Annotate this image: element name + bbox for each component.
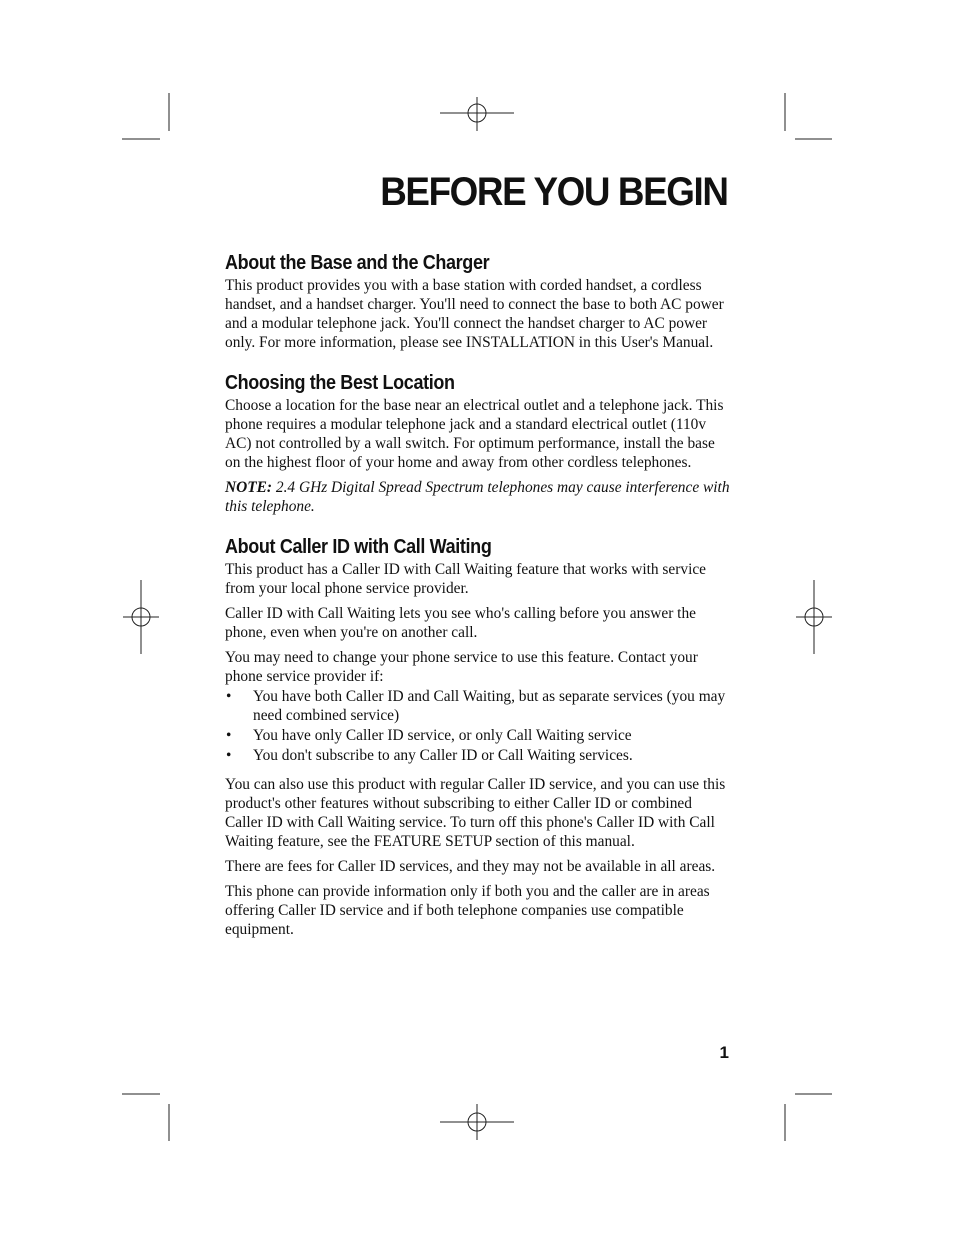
note-label: NOTE: <box>225 479 273 496</box>
section-heading: About the Base and the Charger <box>225 252 490 274</box>
registration-mark-left <box>123 580 159 654</box>
paragraph: You can also use this product with regular Caller ID service, and you can use this product's other features without subscribing to either Caller ID or combined Caller ID with Call Waiting service. To turn off this phone's Caller ID with Call Waiting feature, see the FEATURE SETUP section of this manual. <box>225 776 726 850</box>
paragraph: There are fees for Caller ID services, and they may not be available in all areas. <box>225 858 716 875</box>
paragraph: Caller ID with Call Waiting lets you see who's calling before you answer the phone, even when you're on another call. <box>225 605 696 641</box>
registration-mark-right <box>796 580 832 654</box>
section-best-location <box>225 370 731 516</box>
section-caller-id <box>225 534 731 939</box>
page-number: 1 <box>719 1043 729 1062</box>
bullet-list <box>225 687 731 765</box>
section-base-and-charger <box>225 250 731 352</box>
section-heading: About Caller ID with Call Waiting <box>225 536 492 558</box>
paragraph: This product provides you with a base station with corded handset, a cordless handset, and a handset charger. You'll need to connect the base to both AC power and a modular telephone jack. You'll connect the handset charger to AC power only. For more information, please see INSTALLATION in this User's Manual. <box>225 277 724 351</box>
paragraph: This phone can provide information only if both you and the caller are in areas offering Caller ID service and if both telephone companies use compatible equipment. <box>225 883 710 938</box>
paragraph: This product has a Caller ID with Call Waiting feature that works with service from your local phone service provider. <box>225 561 707 597</box>
paragraph: You may need to change your phone service to use this feature. Contact your phone service provider if: <box>225 649 698 685</box>
note <box>225 478 731 516</box>
list-item: • You have only Caller ID service, or only Call Waiting service <box>225 726 731 745</box>
registration-mark-bottom <box>440 1104 514 1140</box>
page-title: BEFORE YOU BEGIN <box>380 170 728 214</box>
paragraph: Choose a location for the base near an electrical outlet and a telephone jack. This phone requires a modular telephone jack and a standard electrical outlet (110v AC) not controlled by a wall switch. For optimum performance, install the base on the highest floor of your home and away from other cordless telephones. <box>225 397 724 471</box>
section-heading: Choosing the Best Location <box>225 372 455 394</box>
list-item: • You don't subscribe to any Caller ID or Call Waiting services. <box>225 746 731 765</box>
registration-mark-top <box>440 97 514 131</box>
page-content <box>225 250 731 957</box>
list-item: • You have both Caller ID and Call Waiting, but as separate services (you may need combined service) <box>225 687 731 725</box>
note-text: 2.4 GHz Digital Spread Spectrum telephones may cause interference with this telephone. <box>225 479 730 515</box>
